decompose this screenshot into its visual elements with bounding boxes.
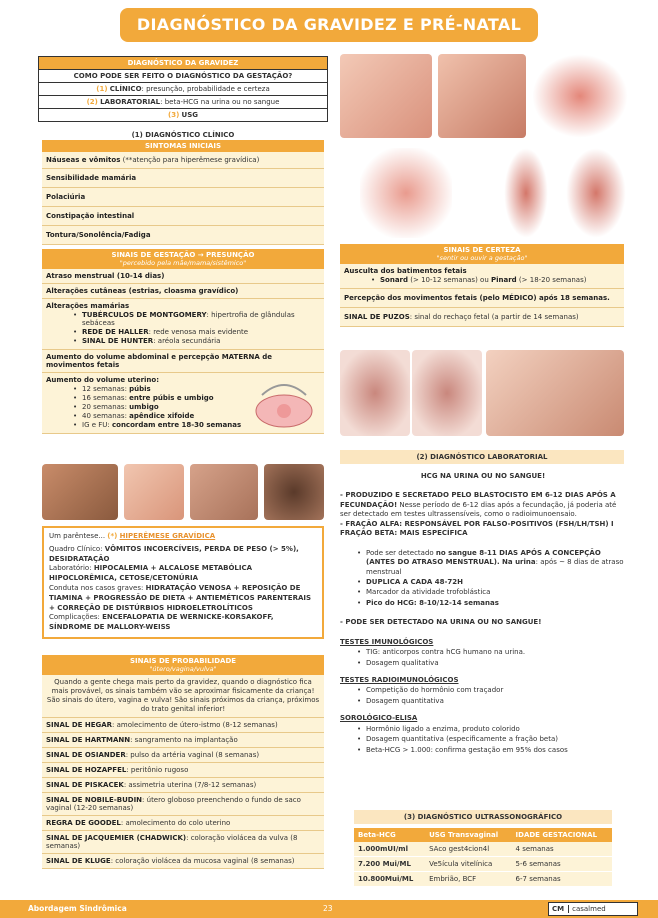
- list-item: • TUBÉRCULOS DE MONTGOMERY: hipertrofia de glândulas sebáceas: [70, 311, 320, 327]
- sintoma-item: Tontura/Sonolência/Fadiga: [42, 226, 324, 245]
- list-item: • Hormônio ligado a enzima, produto colorido: [354, 725, 626, 734]
- usg-table: [354, 828, 612, 887]
- sintoma-item: Náuseas e vômitos (**atenção para hiperêmese gravídica): [42, 152, 324, 169]
- ausculta: Ausculta dos batimentos fetais • Sonard (> 10-12 semanas) ou Pinard (> 18-20 semanas): [340, 264, 624, 289]
- list-item: • REDE DE HALLER: rede venosa mais evidente: [70, 328, 320, 336]
- certeza-section: [340, 244, 624, 327]
- hiperemese-quadro: Quadro Clínico: VÔMITOS INCOERCÍVEIS, PERDA DE PESO (> 5%), DESIDRATAÇÃO: [49, 544, 299, 563]
- radio-title: TESTES RADIOIMUNOLÓGICOS: [340, 676, 459, 684]
- sintomas-header: SINTOMAS INICIAIS: [42, 140, 324, 152]
- list-item: • Pico do HCG: 8-10/12-14 semanas: [354, 599, 626, 608]
- probabilidade-item: SINAL DE PISKACEK: assimetria uterina (7/8-12 semanas): [42, 778, 324, 793]
- probabilidade-intro: Quando a gente chega mais perto da gravidez, quando o diagnóstico fica mais provável, os sinais também vão se aproximar fisicamente da criança! São sinais do útero, vagina e vulva! São sinais próximos da criança, próximos do trato genital inferior!: [42, 675, 324, 718]
- hiperemese-lab: Laboratório: HIPOCALEMIA + ALCALOSE METABÓLICA HIPOCLORÊMICA, CETOSE/CETONÚRIA: [49, 564, 253, 583]
- list-item: • IG e FU: concordam entre 18-30 semanas: [70, 421, 320, 429]
- list-item: • SINAL DE HUNTER: aréola secundária: [70, 337, 320, 345]
- probabilidade-section: [42, 655, 324, 869]
- footer-section-label: Abordagem Sindrômica: [28, 904, 127, 913]
- list-item: • 20 semanas: umbigo: [70, 403, 320, 411]
- probabilidade-item: SINAL DE KLUGE: coloração violácea da mucosa vaginal (8 semanas): [42, 854, 324, 869]
- table-row: 7.200 Mui/ML Ve5ícula vitelínica 5-6 semanas: [354, 857, 612, 872]
- laboratorial-body: [340, 472, 626, 756]
- mamas-photo: [190, 464, 258, 520]
- probabilidade-item: SINAL DE HEGAR: amolecimento de útero-istmo (8-12 semanas): [42, 718, 324, 733]
- diagnosis-item-laboratorial: (2) LABORATORIAL: beta-HCG na urina ou no sangue: [39, 96, 327, 109]
- sintoma-item: Sensibilidade mamária: [42, 169, 324, 188]
- probabilidade-item: SINAL DE JACQUEMIER (CHADWICK): coloração violácea da vulva (8 semanas): [42, 831, 324, 854]
- areola-photo: [264, 464, 324, 520]
- lab-paragraph-2: - FRAÇÃO ALFA: RESPONSÁVEL POR FALSO-POSITIVOS (FSH/LH/TSH) I FRAÇÃO BETA: MAIS ESPECÍFICA: [340, 519, 614, 538]
- probabilidade-header: SINAIS DE PROBABILIDADE "útero/vagina/vulva": [42, 655, 324, 675]
- list-item: • 12 semanas: púbis: [70, 385, 320, 393]
- casalmed-logo: CM casalmed: [548, 902, 638, 916]
- usg-col-transvaginal: USG Transvaginal: [425, 828, 511, 842]
- probabilidade-item: REGRA DE GOODEL: amolecimento do colo uterino: [42, 816, 324, 831]
- imuno-title: TESTES IMUNOLÓGICOS: [340, 637, 434, 646]
- list-item: • Competição do hormônio com traçador: [354, 686, 626, 695]
- palpation-illustration: [486, 350, 624, 436]
- alteracoes-cutaneas: Alterações cutâneas (estrias, cloasma gravídico): [42, 284, 324, 299]
- list-item: • TIG: anticorpos contra hCG humano na urina.: [354, 648, 626, 657]
- certeza-header: SINAIS DE CERTEZA "sentir ou ouvir a gestação": [340, 244, 624, 264]
- cloasma-photo: [42, 464, 118, 520]
- elisa-title: SOROLÓGICO-ELISA: [340, 714, 418, 723]
- list-item: • Sonard (> 10-12 semanas) ou Pinard (> 18-20 semanas): [368, 276, 620, 284]
- sintoma-item: Constipação intestinal: [42, 207, 324, 226]
- list-item: • Marcador da atividade trofoblástica: [354, 588, 626, 597]
- fetal-illustration-3: [412, 350, 482, 436]
- lab-paragraph-3: - PODE SER DETECTADO NA URINA OU NO SANGUE!: [340, 618, 542, 627]
- usg-section: [354, 810, 612, 887]
- atraso-menstrual: Atraso menstrual (10-14 dias): [42, 269, 324, 284]
- probabilidade-item: SINAL DE NOBILE-BUDIN: útero globoso preenchendo o fundo de saco vaginal (12-20 semanas): [42, 793, 324, 816]
- cervix-illustration-2: [566, 148, 626, 238]
- table-row: 1.000mUI/ml SAco gest4cion4l 4 semanas: [354, 842, 612, 857]
- usg-col-idade: IDADE GESTACIONAL: [512, 828, 612, 842]
- clinical-section: [42, 130, 324, 434]
- diagnosis-item-clinico: (1) CLÍNICO: presunção, probabilidade e certeza: [39, 83, 327, 96]
- cervix-illustration: [504, 148, 548, 238]
- page-number: 23: [323, 904, 333, 913]
- hcg-title: HCG NA URINA OU NO SANGUE!: [420, 472, 546, 480]
- list-item: • Dosagem quantitativa (especificamente a fração beta): [354, 735, 626, 744]
- alteracoes-mamarias: Alterações mamárias • TUBÉRCULOS DE MONTGOMERY: hipertrofia de glândulas sebáceas • REDE DE HALLER: rede venosa mais evidente • SINAL DE HUNTER: aréola secundária: [42, 299, 324, 350]
- usg-heading: (3) DIAGNÓSTICO ULTRASSONOGRÁFICO: [354, 810, 612, 824]
- probabilidade-item: SINAL DE OSIANDER: pulso da artéria vaginal (8 semanas): [42, 748, 324, 763]
- diagnosis-question: COMO PODE SER FEITO O DIAGNÓSTICO DA GESTAÇÃO?: [39, 70, 327, 83]
- hiperemese-conduta: Conduta nos casos graves: HIDRATAÇÃO VENOSA + REPOSIÇÃO DE TIAMINA + PROGRESSÃO DE DIETA + ANTIEMÉTICOS PARENTERAIS + CORREÇÃO DE DISTÚRBIOS HIDROELETROLÍTICOS: [49, 583, 312, 612]
- presuncao-header: SINAIS DE GESTAÇÃO → PRESUNÇÃO "percebido pela mãe/mama/sistêmico": [42, 249, 324, 269]
- probabilidade-item: SINAL DE HOZAPFEL: peritônio rugoso: [42, 763, 324, 778]
- list-item: • Beta-HCG > 1.000: confirma gestação em 95% dos casos: [354, 746, 626, 755]
- exam-illustration-2: [438, 54, 526, 138]
- sintoma-item: Polaciúria: [42, 188, 324, 207]
- uterus-illustration: [248, 375, 320, 431]
- volume-abdominal: Aumento do volume abdominal e percepção MATERNA de movimentos fetais: [42, 350, 324, 373]
- list-item: • Dosagem quantitativa: [354, 697, 626, 706]
- percepcao-movimentos: Percepção dos movimentos fetais (pelo MÉDICO) após 18 semanas.: [340, 289, 624, 308]
- lab-paragraph-1: - PRODUZIDO E SECRETADO PELO BLASTOCISTO EM 6-12 DIAS APÓS A FECUNDAÇÃO! Nesse período de 6-12 dias após a fecundação, já poderia até ser detectado em testes ultrassensíveis, como o radioimunoensaio.: [340, 491, 617, 519]
- table-row: 10.800Mui/ML Embrião, BCF 6-7 semanas: [354, 872, 612, 887]
- list-item: • DUPLICA A CADA 48-72H: [354, 578, 626, 587]
- sinal-puzos: SINAL DE PUZOS: sinal do rechaço fetal (a partir de 14 semanas): [340, 308, 624, 327]
- hiperemese-title: Um parêntese... (*) HIPERÊMESE GRAVÍDICA: [49, 532, 216, 540]
- list-item: • Pode ser detectado no sangue 8-11 DIAS APÓS A CONCEPÇÃO (ANTES DO ATRASO MENSTRUAL). Na urina: após ~ 8 dias de atraso menstrual: [354, 549, 626, 577]
- uterus-illustration-top: [532, 54, 628, 138]
- estrias-photo: [124, 464, 184, 520]
- page-title: DIAGNÓSTICO DA GRAVIDEZ E PRÉ-NATAL: [120, 8, 538, 42]
- clinical-heading: (1) DIAGNÓSTICO CLÍNICO: [131, 131, 235, 139]
- list-item: • Dosagem qualitativa: [354, 659, 626, 668]
- probabilidade-item: SINAL DE HARTMANN: sangramento na implantação: [42, 733, 324, 748]
- volume-uterino: Aumento do volume uterino: • 12 semanas: púbis • 16 semanas: entre púbis e umbigo • 20 semanas: umbigo • 40 semanas: apêndice xifoide • IG e FU: concordam entre 18-30 semanas: [42, 373, 324, 434]
- fetal-illustration-1: [360, 148, 452, 238]
- exam-illustration-1: [340, 54, 432, 138]
- laboratorial-section: [340, 450, 624, 464]
- laboratorial-heading: (2) DIAGNÓSTICO LABORATORIAL: [340, 450, 624, 464]
- list-item: • 16 semanas: entre púbis e umbigo: [70, 394, 320, 402]
- diagnosis-item-usg: (3) USG: [168, 111, 198, 119]
- hiperemese-box: [42, 526, 324, 639]
- diagnosis-header: DIAGNÓSTICO DA GRAVIDEZ: [39, 57, 327, 70]
- usg-col-betahcg: Beta-HCG: [354, 828, 425, 842]
- list-item: • 40 semanas: apêndice xifoide: [70, 412, 320, 420]
- diagnosis-box: [38, 56, 328, 122]
- hiperemese-complicacoes: Complicações: ENCEFALOPATIA DE WERNICKE-KORSAKOFF, SÍNDROME DE MALLORY-WEISS: [49, 613, 274, 632]
- fetal-illustration-2: [340, 350, 410, 436]
